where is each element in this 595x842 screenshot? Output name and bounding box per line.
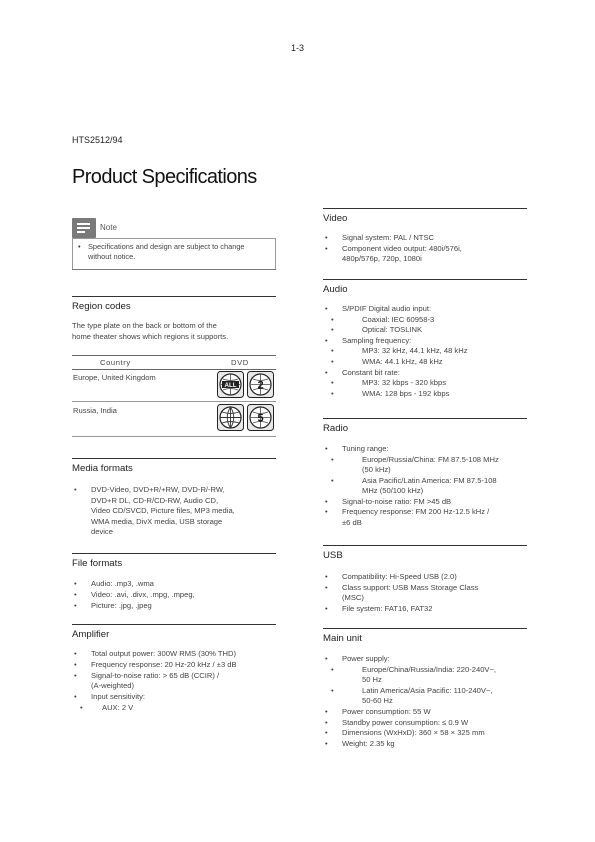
audio-list: • S/PDIF Digital audio input: • Coaxial: IEC 60958-3 • Optical: TOSLINK • Sampling frequency: • MP3: 32 kHz, 44.1 kHz, 48 kHz • WMA: 44.1 kHz, 48 kHz • Constant bit rate: • MP3: 32 kbps - 320 kbps • WMA: 128 bps - 192 kbps [325,304,468,398]
section-title: Video [323,213,348,224]
page-title: Product Specifications [72,166,257,188]
dvd-region-all-icon [217,371,244,398]
main-unit-list: • Power supply: • Europe/China/Russia/India: 220-240V~, 50 Hz • Latin America/Asia Pacific: 110-240V~, 50-60 Hz • Power consumption: 55 W • Standby power consumption: ≤ 0.9 W • Dimensions (WxHxD): 360 × 58 × 325 mm • Weight: 2.35 kg [325,654,497,748]
dvd-region-5-icon [247,404,274,431]
page-number: 1-3 [290,43,304,53]
section-title: Main unit [323,633,362,644]
video-list: • Signal system: PAL / NTSC • Component video output: 480i/576i, 480p/576p, 720p, 1080i [325,233,462,264]
svg-text:2: 2 [257,379,264,392]
section-title: Audio [323,284,348,295]
table-row: Russia, India 5 [72,402,276,437]
usb-list: • Compatibility: Hi-Speed USB (2.0) • Class support: USB Mass Storage Class (MSC) • File system: FAT16, FAT32 [325,572,479,613]
note-text: Specifications and design are subject to change without notice. [88,242,245,261]
svg-text:5: 5 [257,412,264,425]
model-number: HTS2512/94 [72,135,123,145]
column-header-country: Country [100,358,131,367]
table-header [72,355,276,370]
dvd-region-globe-icon [217,404,244,431]
section-title: Media formats [72,463,133,474]
section-title: Amplifier [72,629,110,640]
file-formats-list: • Audio: .mp3, .wma • Video: .avi, .divx, .mpg, .mpeg, • Picture: .jpg, .jpeg [74,579,195,610]
note-label: Note [100,223,117,232]
note-icon [72,218,96,238]
section-title: File formats [72,558,123,569]
section-title: Region codes [72,301,131,312]
svg-text:ALL: ALL [224,381,237,389]
column-header-dvd: DVD [231,358,249,367]
note-box [72,218,276,270]
radio-list: • Tuning range: • Europe/Russia/China: FM 87.5-108 MHz (50 kHz) • Asia Pacific/Latin America: FM 87.5-108 MHz (50/100 kHz) • Signal-to-noise ratio: FM >45 dB • Frequency response: FM 200 Hz-12.5 kHz / ±6 dB [325,444,499,527]
dvd-region-2-icon [247,371,274,398]
bullet: • [78,242,81,251]
region-description: The type plate on the back or bottom of the home theater shows which regions it supports. [72,321,229,341]
media-formats-list: • DVD-Video, DVD+R/+RW, DVD-R/-RW, DVD+R DL, CD-R/CD-RW, Audio CD, Video CD/SVCD, Picture files, MP3 media, WMA media, DivX media, USB storage device [74,485,235,537]
table-row: Europe, United Kingdom ALL 2 [72,369,276,402]
amplifier-list: • Total output power: 300W RMS (30% THD) • Frequency response: 20 Hz-20 kHz / ±3 dB • Signal-to-noise ratio: > 65 dB (CCIR) / (A-weighted) • Input sensitivity: • AUX: 2 V [74,649,237,712]
section-title: Radio [323,423,349,434]
section-title: USB [323,550,343,561]
